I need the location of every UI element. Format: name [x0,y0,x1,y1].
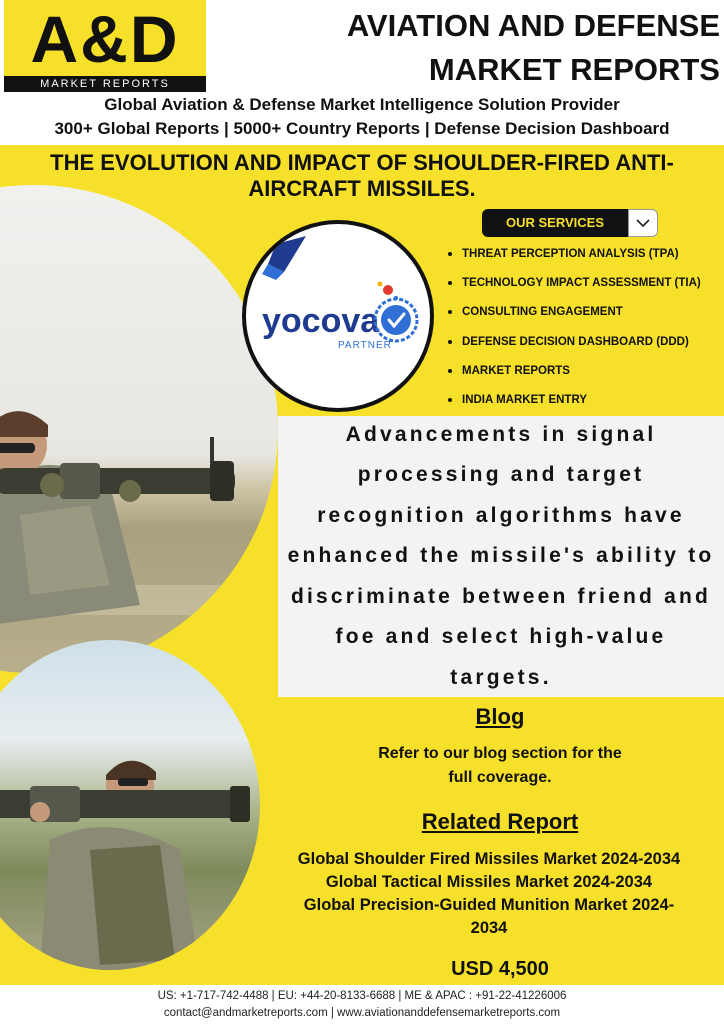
brand-title-line1: AVIATION AND DEFENSE [346,8,720,43]
header [0,0,724,145]
tagline [0,93,724,141]
footer-links[interactable]: contact@andmarketreports.com | www.aviationanddefensemarketreports.com [163,1007,561,1019]
price-label: USD 4,500 [451,958,549,980]
related-report-item[interactable]: Global Tactical Missiles Market 2024-2034 [325,873,653,891]
services-list [444,246,722,421]
services-dropdown[interactable] [482,209,658,237]
tagline-line2: 300+ Global Reports | 5000+ Country Reports | Defense Decision Dashboard [54,119,670,138]
chevron-down-icon[interactable] [628,209,658,237]
bullet-icon [448,340,452,344]
partner-badge[interactable] [242,220,434,412]
bullet-icon [448,398,452,402]
bullet-icon [448,252,452,256]
yocova-logo [246,224,430,408]
brand-title-line2: MARKET REPORTS [428,52,720,87]
services-label[interactable]: OUR SERVICES [482,209,628,237]
service-item-india-entry[interactable]: INDIA MARKET ENTRY [444,392,722,421]
service-item-ddd[interactable]: DEFENSE DECISION DASHBOARD (DDD) [444,334,722,363]
logo-letters: A&D [30,2,180,76]
tagline-line1: Global Aviation & Defense Market Intelligence Solution Provider [104,95,620,114]
service-item-tia[interactable]: TECHNOLOGY IMPACT ASSESSMENT (TIA) [444,275,722,304]
brand-logo[interactable] [4,0,206,92]
blog-heading[interactable]: Blog [475,704,525,729]
service-item-consulting[interactable]: CONSULTING ENGAGEMENT [444,304,722,333]
page-title-line1: THE EVOLUTION AND IMPACT OF SHOULDER-FIRED ANTI- [50,150,674,175]
service-item-tpa[interactable]: THREAT PERCEPTION ANALYSIS (TPA) [444,246,722,275]
footer-contact [0,985,724,1024]
brand-title [226,4,720,92]
footer-phones: US: +1-717-742-4488 | EU: +44-20-8133-6688 | ME & APAC : +91-22-41226006 [157,990,567,1002]
highlight-quote-text: Advancements in signal processing and target recognition algorithms have enhanced the missile's ability to discriminate between friend and foe and select high-value targets. [287,422,715,689]
related-report-item[interactable]: Global Shoulder Fired Missiles Market 2024-2034 [297,850,681,868]
related-report-list [258,848,720,940]
logo-subtext: MARKET REPORTS [4,76,206,92]
related-report-item-continued[interactable]: 2034 [470,919,508,937]
highlight-quote-box [278,416,724,697]
blog-text: Refer to our blog section for the full coverage. [378,745,622,786]
page-title [0,150,724,202]
service-item-market-reports[interactable]: MARKET REPORTS [444,363,722,392]
page-title-line2: AIRCRAFT MISSILES. [248,176,476,201]
related-report-heading[interactable]: Related Report [421,809,579,834]
related-report-item[interactable]: Global Precision-Guided Munition Market 2024- [303,896,675,914]
partner-label-text: PARTNER [338,340,392,351]
bullet-icon [448,310,452,314]
partner-brand-text: yocova [262,302,380,340]
bullet-icon [448,369,452,373]
bullet-icon [448,281,452,285]
